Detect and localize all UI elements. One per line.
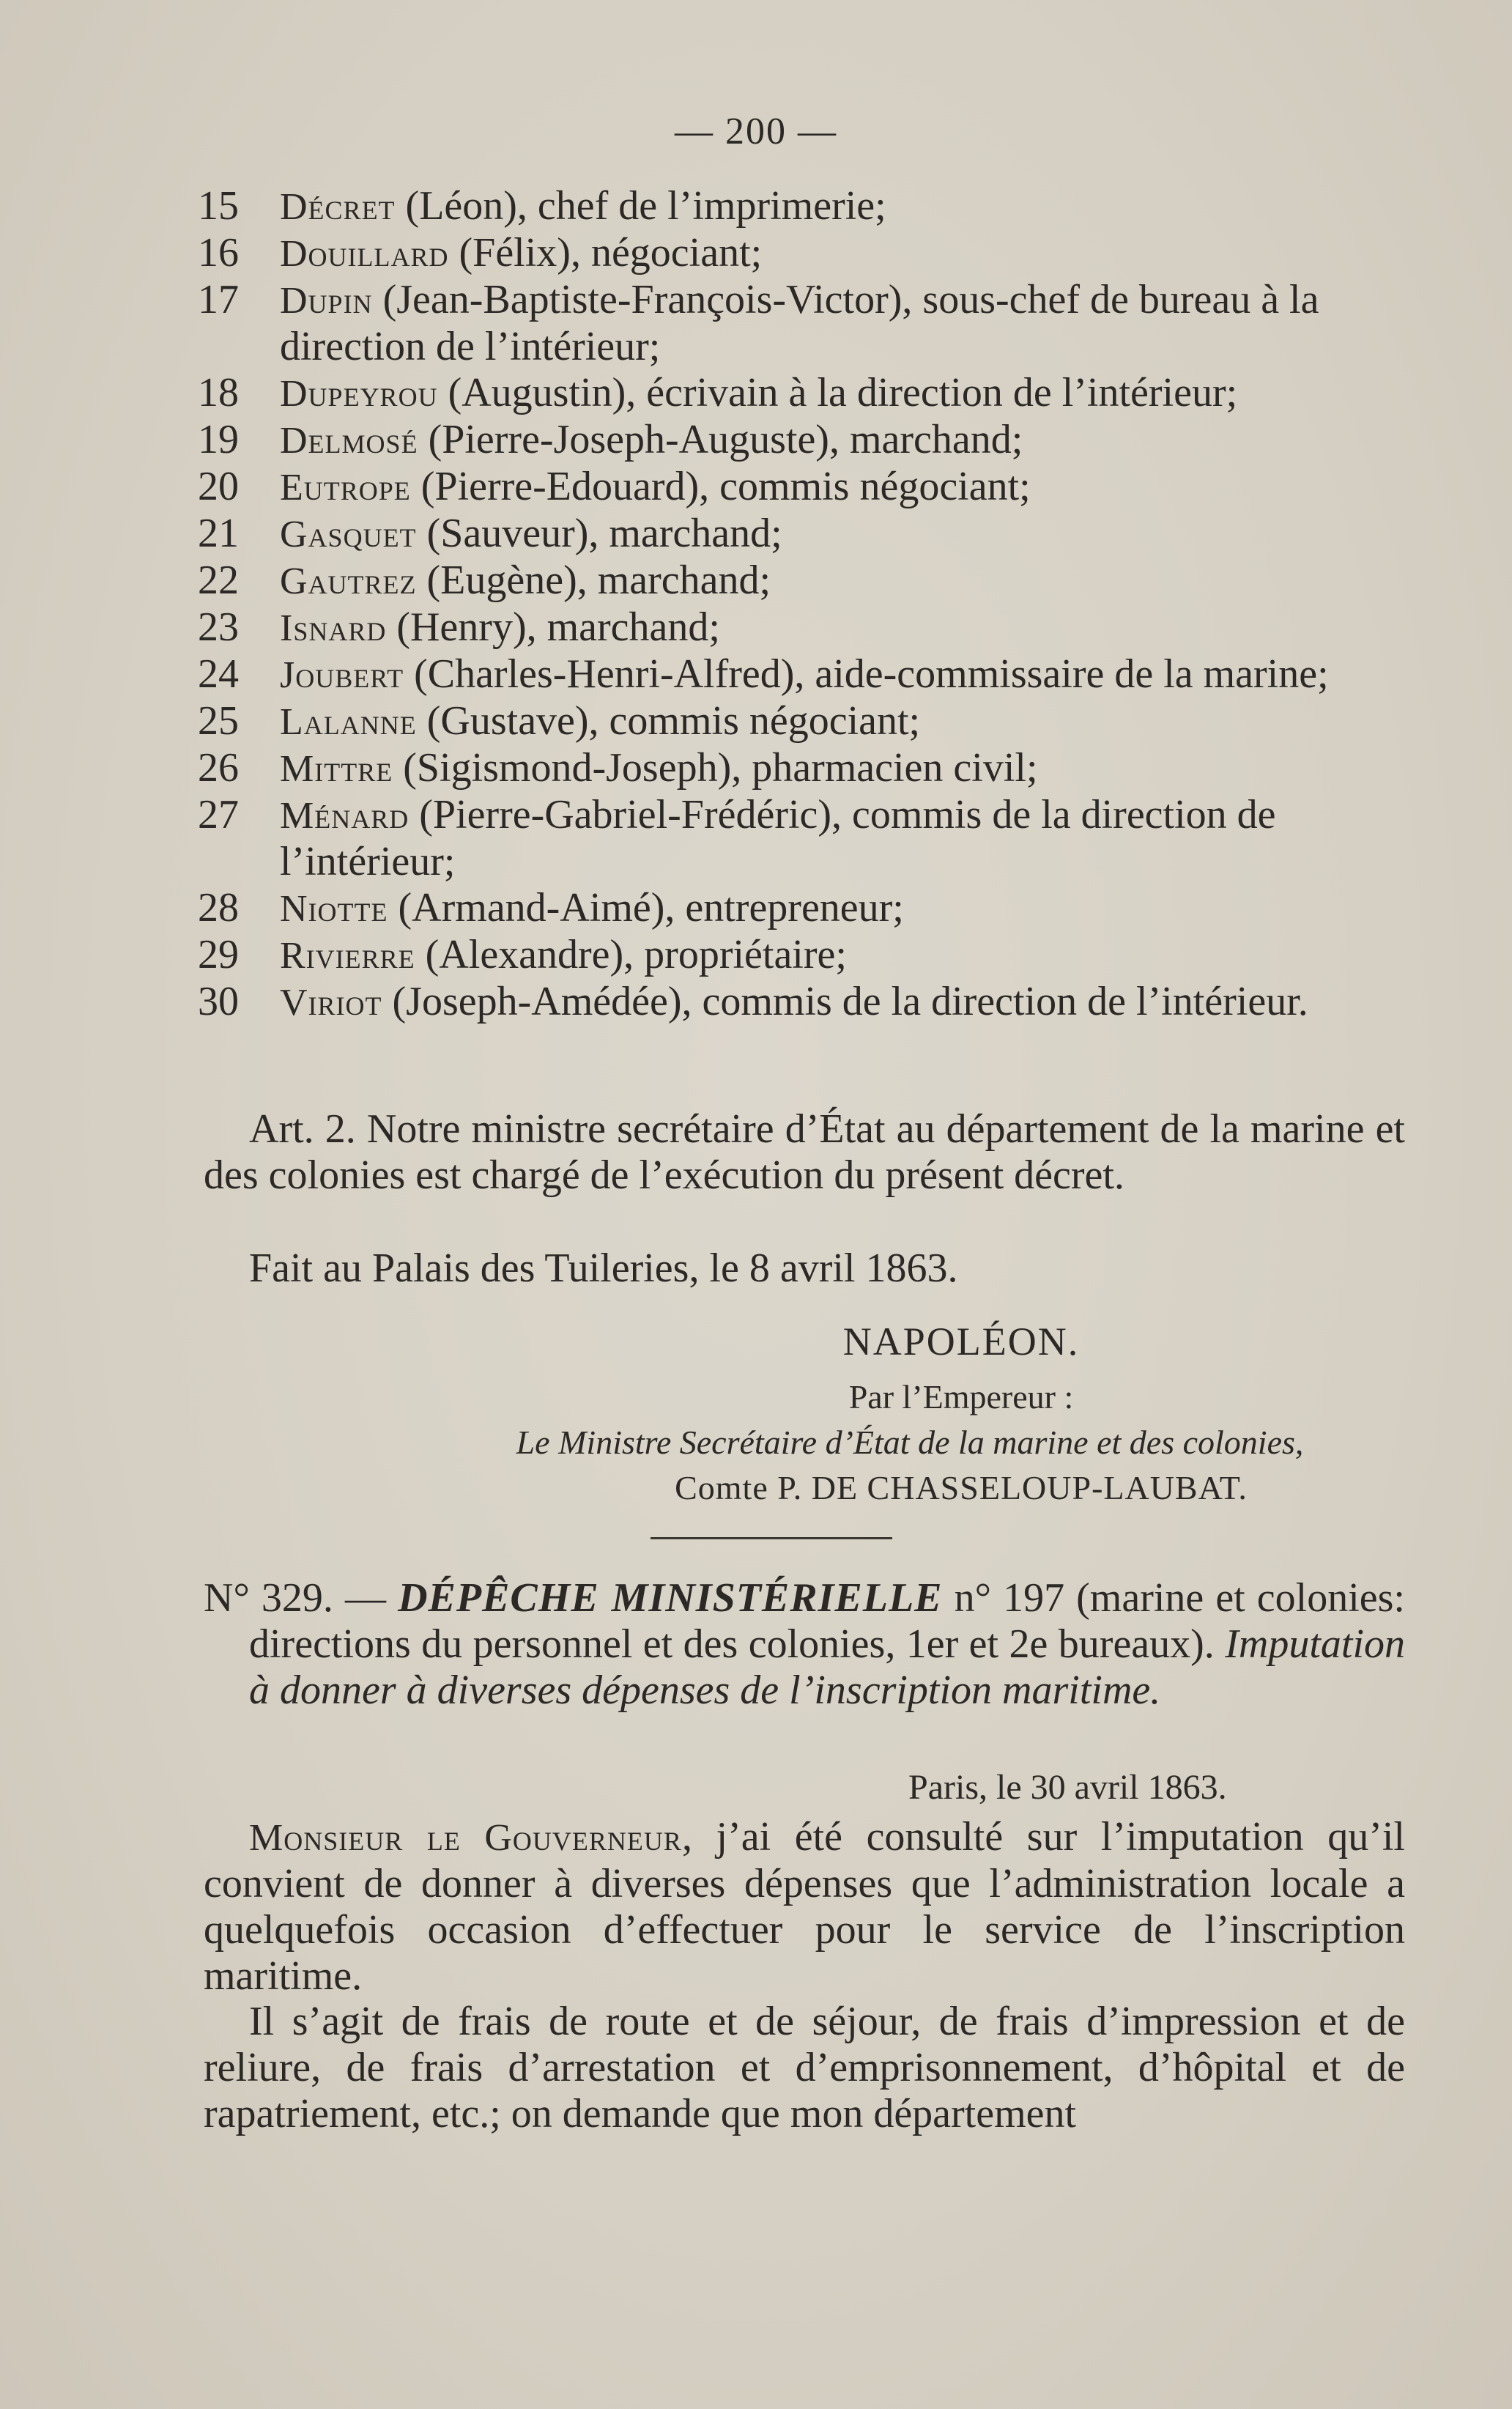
list-item (198, 885, 1407, 932)
list-item-details: (Léon), chef de l’imprimerie; (395, 183, 886, 229)
list-item-surname: Lalanne (280, 701, 417, 743)
list-item-surname: Ménard (280, 795, 410, 837)
list-item-details: (Pierre-Joseph-Auguste), marchand; (418, 417, 1023, 462)
list-item-details: (Sigismond-Joseph), pharmacien civil; (393, 745, 1038, 791)
list-item-details: (Alexandre), propriétaire; (415, 932, 847, 977)
list-item-surname: Décret (280, 186, 396, 228)
list-item-details: (Jean-Baptiste-François-Victor), sous-chef de bureau à la direction de l’intérieur; (280, 277, 1319, 369)
list-item (198, 511, 1407, 558)
dispatch-subject: Imputation à donner à diverses dépenses de l’inscription maritime. (249, 1621, 1405, 1713)
list-item-details: (Félix), négociant; (448, 230, 763, 275)
list-item-surname: Joubert (280, 654, 404, 696)
signature-comte: Comte P. DE CHASSELOUP-LAUBAT. (675, 1469, 1248, 1506)
list-item-number: 15 (198, 183, 239, 229)
page-number: — 200 — (675, 111, 837, 152)
list-item-surname: Mittre (280, 748, 393, 790)
list-item (198, 230, 1407, 277)
fait-line: Fait au Palais des Tuileries, le 8 avril 1863. (249, 1246, 958, 1291)
letter-paragraph-1-text: , j’ai été consulté sur l’imputation qu’il convient de donner à diverses dépenses que l’administration locale a quelquefois occasion d’effectuer pour le service de l’inscription maritime. (204, 1814, 1405, 1999)
list-item-details: (Joseph-Amédée), commis de la direction de l’intérieur. (382, 979, 1308, 1024)
list-item-surname: Viriot (280, 982, 382, 1024)
list-item-number: 30 (198, 979, 239, 1024)
decree-name-list (198, 183, 1407, 1026)
list-item-number: 23 (198, 604, 239, 650)
list-item-surname: Dupin (280, 280, 373, 322)
list-item-details: (Charles-Henri-Alfred), aide-commissaire de la marine; (404, 651, 1329, 697)
list-item-number: 21 (198, 511, 239, 556)
list-item-surname: Gasquet (280, 514, 417, 555)
article-paragraph: Art. 2. Notre ministre secrétaire d’État au département de la marine et des colonies est chargé de l’exécution du présent décret. (204, 1106, 1405, 1198)
list-item-details: (Augustin), écrivain à la direction de l’intérieur; (437, 370, 1238, 415)
dispatch-header (204, 1575, 1405, 1714)
list-item (198, 370, 1407, 417)
salutation: Monsieur le Gouverneur (249, 1817, 682, 1859)
list-item-number: 24 (198, 651, 239, 697)
dispatch-number: N° 329. — (204, 1575, 386, 1621)
signature-minister: Le Ministre Secrétaire d’État de la marine et des colonies, (516, 1424, 1304, 1461)
list-item-surname: Douillard (280, 233, 449, 275)
list-item (198, 698, 1407, 745)
list-item-details: (Pierre-Gabriel-Frédéric), commis de la direction de l’intérieur; (280, 792, 1276, 884)
list-item-surname: Dupeyrou (280, 373, 438, 415)
list-item (198, 979, 1407, 1026)
list-item-surname: Isnard (280, 607, 387, 649)
list-item (198, 277, 1407, 370)
list-item-details: (Sauveur), marchand; (416, 511, 782, 556)
list-item-number: 17 (198, 277, 239, 322)
dispatch-title: DÉPÊCHE MINISTÉRIELLE (398, 1575, 943, 1621)
list-item-details: (Gustave), commis négociant; (416, 698, 921, 744)
list-item-surname: Rivierre (280, 935, 415, 977)
list-item (198, 651, 1407, 698)
list-item (198, 183, 1407, 230)
letter-paragraph-1 (204, 1814, 1405, 1999)
list-item-surname: Gautrez (280, 560, 417, 602)
signature-name: NAPOLÉON. (842, 1320, 1080, 1363)
list-item-details: (Pierre-Edouard), commis négociant; (410, 464, 1031, 509)
signature-par: Par l’Empereur : (848, 1378, 1074, 1416)
list-item-number: 19 (198, 417, 239, 462)
dispatch-header-rest: n° 197 (marine et colonies: directions du personnel et des colonies, 1er et 2e bureaux). (249, 1575, 1405, 1667)
list-item-number: 29 (198, 932, 239, 977)
list-item-surname: Eutrope (280, 467, 411, 508)
list-item-number: 25 (198, 698, 239, 744)
list-item (198, 417, 1407, 464)
list-item (198, 604, 1407, 651)
list-item-number: 26 (198, 745, 239, 791)
section-divider (651, 1537, 892, 1539)
list-item (198, 464, 1407, 511)
list-item (198, 745, 1407, 792)
list-item-details: (Armand-Aimé), entrepreneur; (388, 885, 904, 930)
list-item (198, 932, 1407, 979)
list-item (198, 558, 1407, 604)
list-item (198, 792, 1407, 885)
list-item-number: 22 (198, 558, 239, 603)
list-item-number: 18 (198, 370, 239, 415)
list-item-details: (Eugène), marchand; (416, 558, 771, 603)
list-item-details: (Henry), marchand; (386, 604, 720, 650)
list-item-number: 16 (198, 230, 239, 275)
dispatch-date: Paris, le 30 avril 1863. (908, 1768, 1227, 1807)
list-item-surname: Delmosé (280, 420, 418, 462)
list-item-surname: Niotte (280, 888, 388, 930)
list-item-number: 20 (198, 464, 239, 509)
letter-paragraph-2: Il s’agit de frais de route et de séjour, de frais d’impression et de reliure, de frais d’arrestation et d’emprisonnement, d’hôpital et de rapatriement, etc.; on demande que mon département (204, 1999, 1405, 2136)
list-item-number: 27 (198, 792, 239, 837)
list-item-number: 28 (198, 885, 239, 930)
